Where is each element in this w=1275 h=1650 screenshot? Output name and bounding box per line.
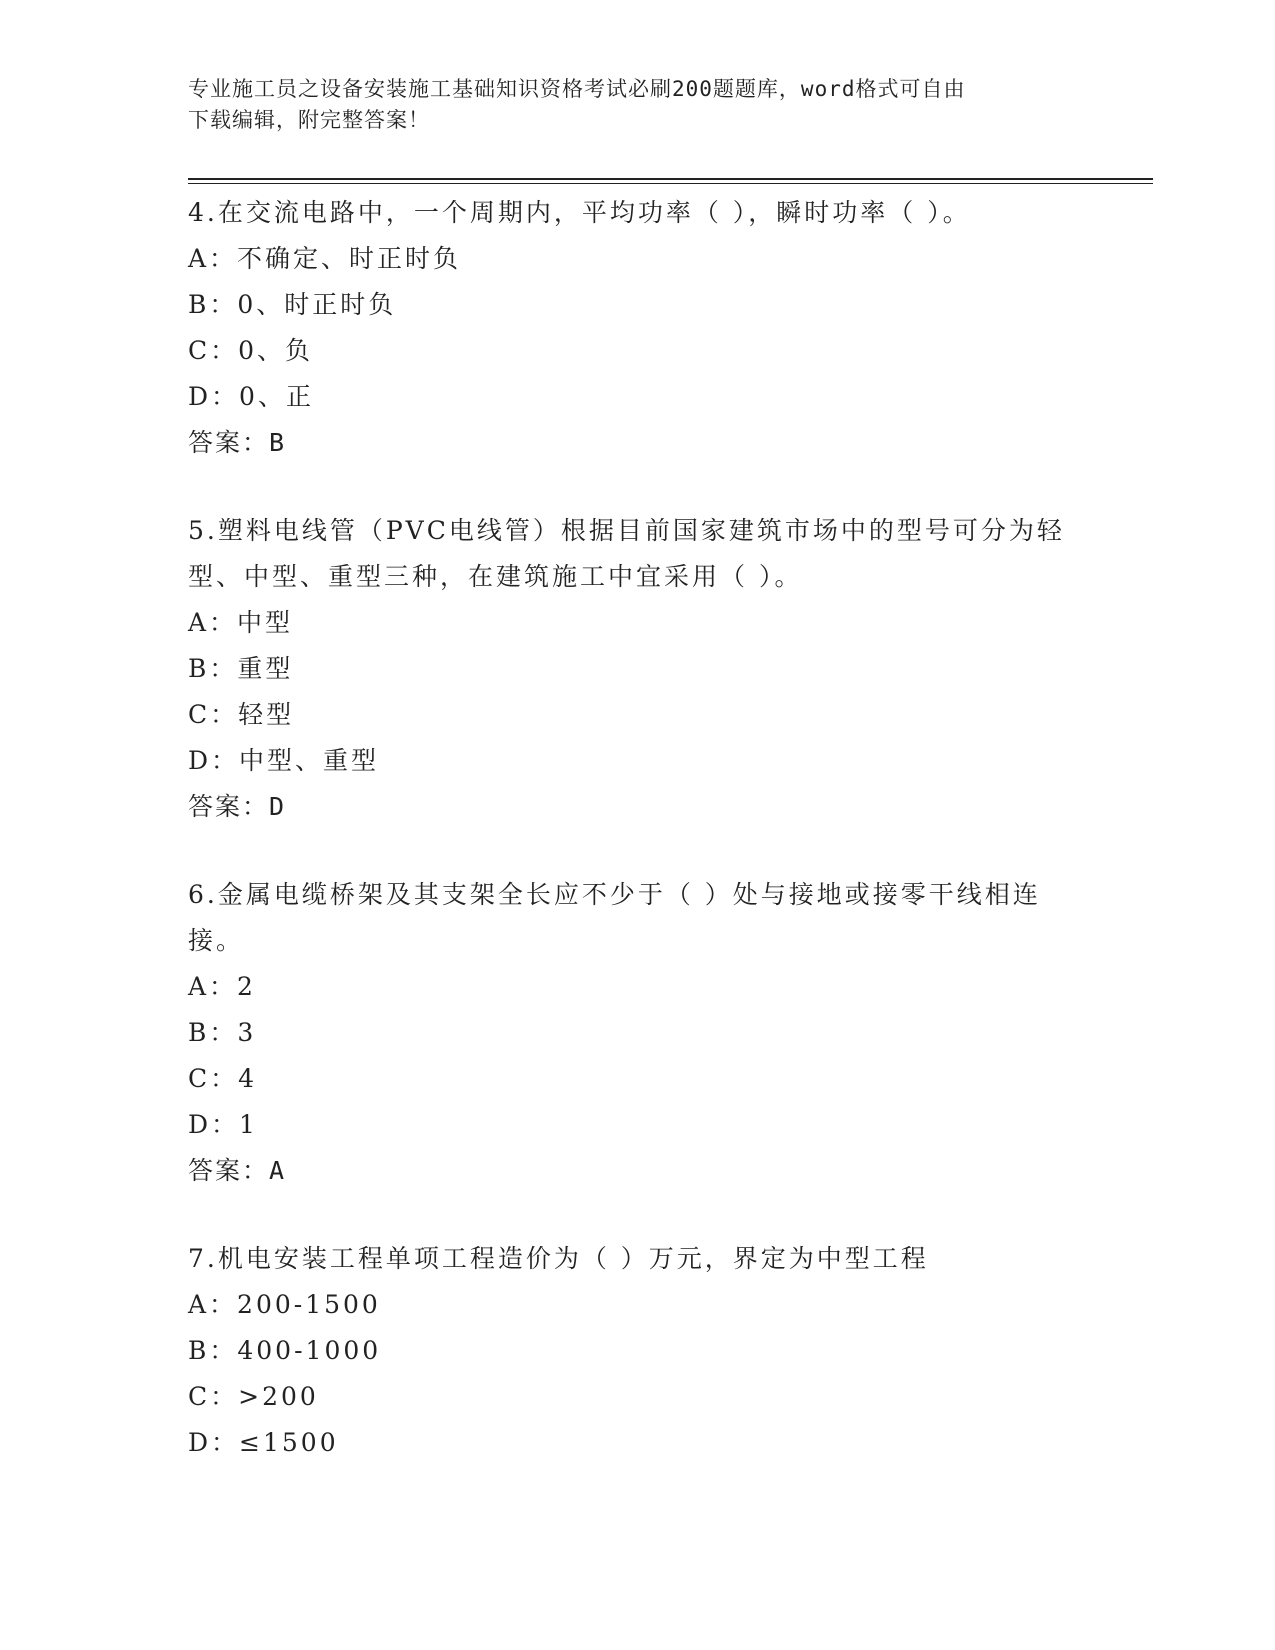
option-c: C：轻型 [188,700,295,729]
question-4 [188,190,1088,466]
question-stem: 4.在交流电路中，一个周期内，平均功率（ ），瞬时功率（ ）。 [188,198,971,227]
question-stem-continued: 型、中型、重型三种，在建筑施工中宜采用（ ）。 [188,562,803,591]
question-6 [188,872,1088,1194]
answer: 答案：B [188,428,287,457]
question-stem-continued: 接。 [188,926,245,955]
option-a: A：200-1500 [188,1290,381,1319]
question-stem: 6.金属电缆桥架及其支架全长应不少于（ ）处与接地或接零干线相连 [188,880,1041,909]
option-b: B：重型 [188,654,294,683]
option-b: B：3 [188,1018,257,1047]
header-line-1: 专业施工员之设备安装施工基础知识资格考试必刷200题题库，word格式可自由 [188,77,966,101]
document-header [188,74,1088,136]
header-divider-thick [188,178,1153,180]
option-c: C：>200 [188,1382,319,1411]
question-list [188,190,1088,1508]
question-stem: 5.塑料电线管（PVC电线管）根据目前国家建筑市场中的型号可分为轻 [188,516,1065,545]
option-d: D：中型、重型 [188,746,380,775]
option-a: A：2 [188,972,256,1001]
option-c: C：4 [188,1064,258,1093]
option-c: C：0、负 [188,336,314,365]
header-divider-thin [188,183,1153,184]
question-7 [188,1236,1088,1466]
question-stem: 7.机电安装工程单项工程造价为（ ）万元，界定为中型工程 [188,1244,929,1273]
option-d: D：≤1500 [188,1428,339,1457]
option-b: B：0、时正时负 [188,290,397,319]
answer: 答案：D [188,792,287,821]
header-line-2: 下载编辑，附完整答案！ [188,108,430,132]
option-d: D：1 [188,1110,258,1139]
question-5 [188,508,1088,830]
option-b: B：400-1000 [188,1336,382,1365]
option-a: A：不确定、时正时负 [188,244,462,273]
answer: 答案：A [188,1156,287,1185]
option-a: A：中型 [188,608,294,637]
option-d: D：0、正 [188,382,314,411]
